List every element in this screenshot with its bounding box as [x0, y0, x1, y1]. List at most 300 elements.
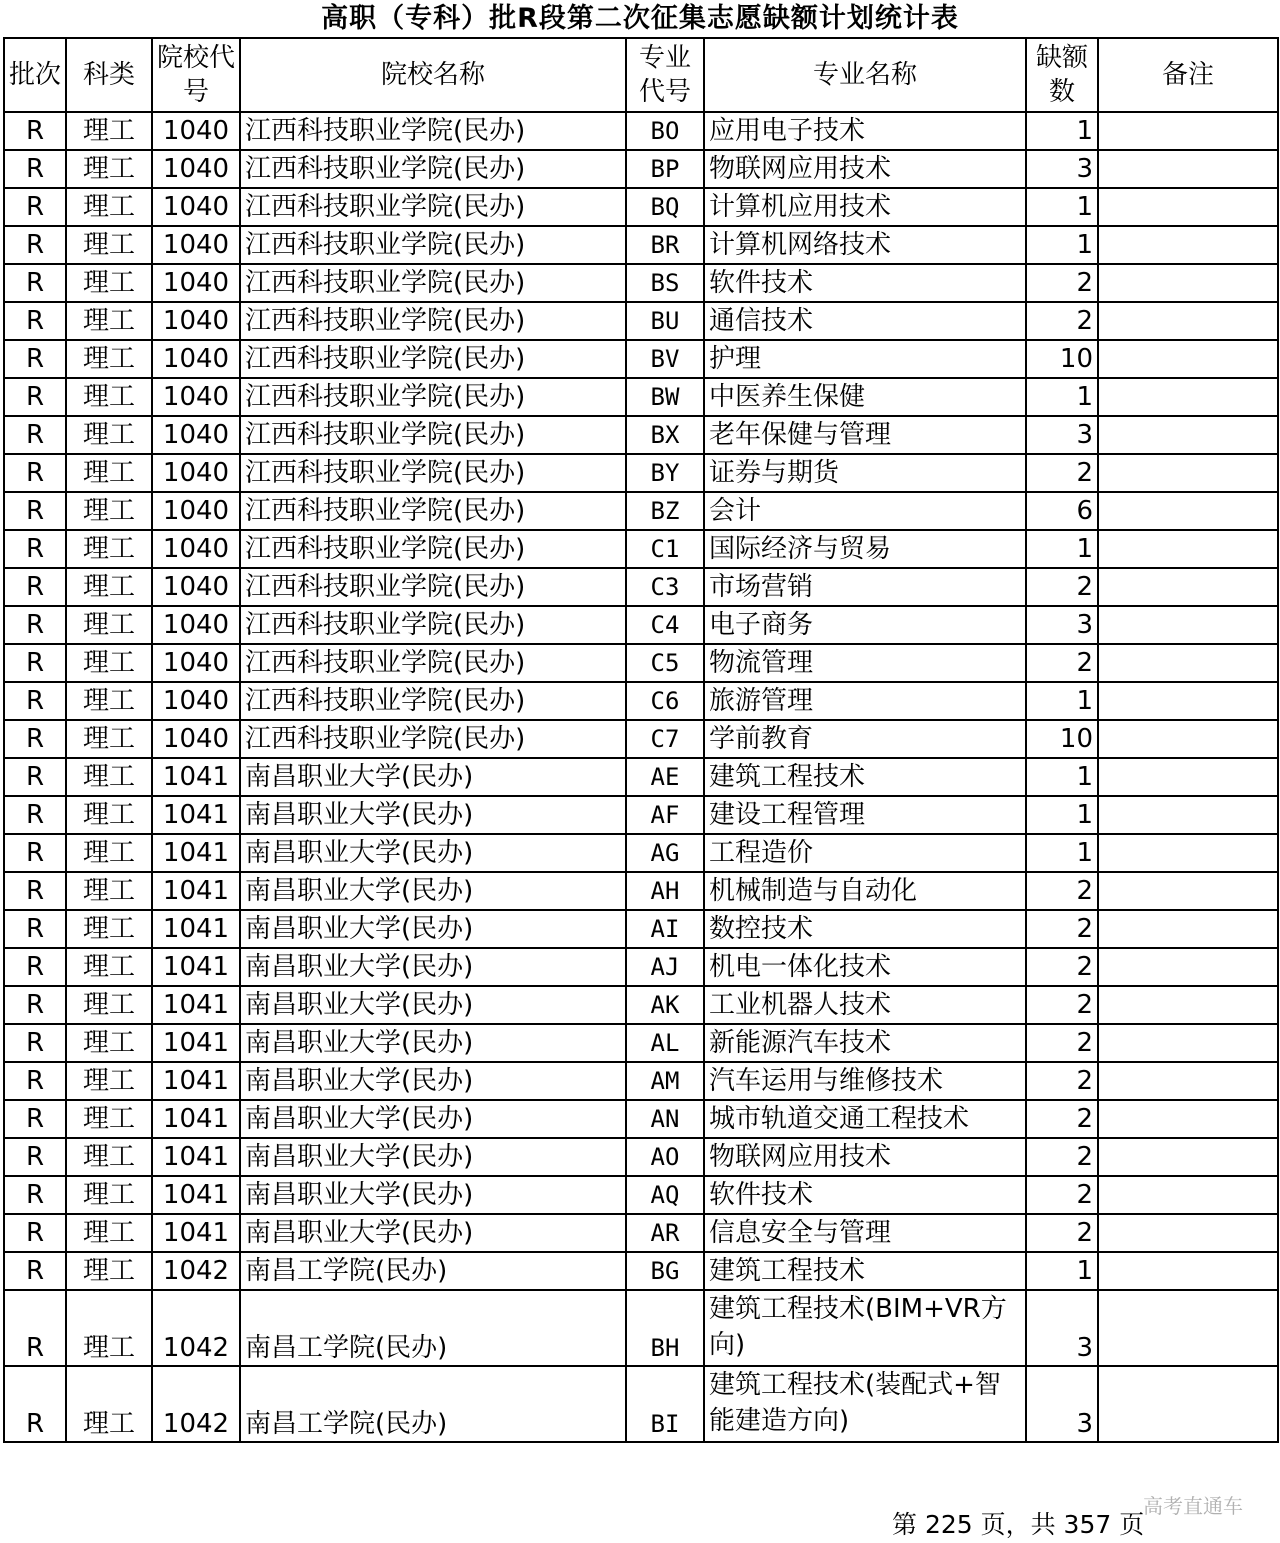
cell-major-name: 会计: [704, 492, 1026, 530]
cell-school-code: 1041: [152, 1024, 240, 1062]
cell-remark: [1098, 416, 1278, 454]
cell-school-code: 1042: [152, 1366, 240, 1442]
cell-category: 理工: [66, 226, 152, 264]
cell-batch: R: [4, 302, 66, 340]
cell-school-code: 1040: [152, 264, 240, 302]
table-row: [4, 226, 1278, 264]
cell-school-name: 江西科技职业学院(民办): [240, 492, 626, 530]
cell-school-name: 江西科技职业学院(民办): [240, 226, 626, 264]
cell-remark: [1098, 1176, 1278, 1214]
cell-school-code: 1041: [152, 834, 240, 872]
cell-vacancy: 3: [1026, 150, 1098, 188]
cell-school-code: 1041: [152, 758, 240, 796]
cell-category: 理工: [66, 340, 152, 378]
cell-school-code: 1041: [152, 1214, 240, 1252]
cell-vacancy: 2: [1026, 264, 1098, 302]
cell-vacancy: 1: [1026, 758, 1098, 796]
cell-remark: [1098, 606, 1278, 644]
cell-remark: [1098, 834, 1278, 872]
cell-school-code: 1040: [152, 150, 240, 188]
cell-vacancy: 10: [1026, 340, 1098, 378]
cell-remark: [1098, 986, 1278, 1024]
cell-major-name: 工程造价: [704, 834, 1026, 872]
cell-major-code: BW: [626, 378, 704, 416]
cell-remark: [1098, 796, 1278, 834]
cell-school-code: 1040: [152, 530, 240, 568]
cell-remark: [1098, 302, 1278, 340]
cell-major-name: 老年保健与管理: [704, 416, 1026, 454]
cell-school-name: 南昌职业大学(民办): [240, 1100, 626, 1138]
cell-school-code: 1040: [152, 492, 240, 530]
cell-category: 理工: [66, 682, 152, 720]
cell-major-code: AJ: [626, 948, 704, 986]
cell-remark: [1098, 454, 1278, 492]
cell-vacancy: 1: [1026, 682, 1098, 720]
cell-vacancy: 1: [1026, 378, 1098, 416]
cell-school-name: 南昌工学院(民办): [240, 1366, 626, 1442]
cell-batch: R: [4, 454, 66, 492]
table-row: [4, 150, 1278, 188]
cell-major-code: AI: [626, 910, 704, 948]
cell-major-name: 城市轨道交通工程技术: [704, 1100, 1026, 1138]
cell-vacancy: 2: [1026, 986, 1098, 1024]
table-row: [4, 454, 1278, 492]
cell-batch: R: [4, 1024, 66, 1062]
cell-remark: [1098, 758, 1278, 796]
cell-school-code: 1040: [152, 226, 240, 264]
cell-major-code: AM: [626, 1062, 704, 1100]
cell-major-name: 建筑工程技术(装配式+智能建造方向): [704, 1366, 1026, 1442]
cell-batch: R: [4, 1214, 66, 1252]
table-row: [4, 834, 1278, 872]
cell-school-code: 1041: [152, 796, 240, 834]
cell-batch: R: [4, 226, 66, 264]
table-row: [4, 606, 1278, 644]
cell-school-code: 1040: [152, 416, 240, 454]
cell-remark: [1098, 644, 1278, 682]
cell-major-name: 物联网应用技术: [704, 1138, 1026, 1176]
cell-vacancy: 2: [1026, 910, 1098, 948]
cell-category: 理工: [66, 1214, 152, 1252]
cell-vacancy: 1: [1026, 530, 1098, 568]
cell-vacancy: 1: [1026, 796, 1098, 834]
cell-batch: R: [4, 188, 66, 226]
cell-category: 理工: [66, 986, 152, 1024]
cell-vacancy: 1: [1026, 1252, 1098, 1290]
cell-batch: R: [4, 796, 66, 834]
cell-vacancy: 2: [1026, 1024, 1098, 1062]
cell-school-code: 1042: [152, 1252, 240, 1290]
cell-major-name: 建设工程管理: [704, 796, 1026, 834]
cell-category: 理工: [66, 1062, 152, 1100]
cell-category: 理工: [66, 112, 152, 150]
cell-major-name: 机电一体化技术: [704, 948, 1026, 986]
cell-remark: [1098, 1062, 1278, 1100]
cell-vacancy: 10: [1026, 720, 1098, 758]
cell-vacancy: 2: [1026, 302, 1098, 340]
cell-school-code: 1041: [152, 948, 240, 986]
cell-category: 理工: [66, 1252, 152, 1290]
cell-vacancy: 2: [1026, 454, 1098, 492]
cell-vacancy: 2: [1026, 872, 1098, 910]
cell-school-name: 南昌工学院(民办): [240, 1290, 626, 1366]
cell-category: 理工: [66, 796, 152, 834]
cell-category: 理工: [66, 948, 152, 986]
table-header-row: [4, 38, 1278, 112]
table-row: [4, 568, 1278, 606]
cell-category: 理工: [66, 568, 152, 606]
cell-vacancy: 2: [1026, 1062, 1098, 1100]
cell-school-name: 南昌职业大学(民办): [240, 834, 626, 872]
cell-remark: [1098, 1290, 1278, 1366]
cell-remark: [1098, 150, 1278, 188]
cell-school-name: 江西科技职业学院(民办): [240, 454, 626, 492]
cell-category: 理工: [66, 910, 152, 948]
cell-major-code: BY: [626, 454, 704, 492]
cell-major-code: C1: [626, 530, 704, 568]
cell-category: 理工: [66, 758, 152, 796]
cell-remark: [1098, 1252, 1278, 1290]
cell-batch: R: [4, 416, 66, 454]
cell-school-name: 江西科技职业学院(民办): [240, 188, 626, 226]
cell-school-code: 1041: [152, 1062, 240, 1100]
cell-major-code: BR: [626, 226, 704, 264]
cell-major-name: 应用电子技术: [704, 112, 1026, 150]
cell-vacancy: 2: [1026, 1100, 1098, 1138]
cell-major-name: 建筑工程技术: [704, 758, 1026, 796]
cell-major-code: C4: [626, 606, 704, 644]
cell-major-name: 中医养生保健: [704, 378, 1026, 416]
cell-category: 理工: [66, 1366, 152, 1442]
cell-remark: [1098, 226, 1278, 264]
table-row: [4, 1252, 1278, 1290]
cell-major-code: AE: [626, 758, 704, 796]
cell-vacancy: 1: [1026, 834, 1098, 872]
cell-major-name: 电子商务: [704, 606, 1026, 644]
cell-category: 理工: [66, 530, 152, 568]
cell-remark: [1098, 378, 1278, 416]
table-row: [4, 720, 1278, 758]
cell-major-code: BP: [626, 150, 704, 188]
cell-major-code: BS: [626, 264, 704, 302]
cell-category: 理工: [66, 606, 152, 644]
cell-batch: R: [4, 1138, 66, 1176]
cell-category: 理工: [66, 492, 152, 530]
table-row: [4, 264, 1278, 302]
header-school-name: 院校名称: [240, 38, 626, 112]
cell-category: 理工: [66, 416, 152, 454]
cell-school-name: 江西科技职业学院(民办): [240, 378, 626, 416]
cell-batch: R: [4, 1100, 66, 1138]
cell-category: 理工: [66, 1176, 152, 1214]
cell-vacancy: 2: [1026, 568, 1098, 606]
cell-vacancy: 2: [1026, 1176, 1098, 1214]
table-row: [4, 340, 1278, 378]
cell-category: 理工: [66, 720, 152, 758]
cell-batch: R: [4, 340, 66, 378]
cell-category: 理工: [66, 1100, 152, 1138]
cell-category: 理工: [66, 644, 152, 682]
cell-major-code: AG: [626, 834, 704, 872]
table-row: [4, 1214, 1278, 1252]
cell-school-code: 1040: [152, 682, 240, 720]
table-row: [4, 530, 1278, 568]
cell-batch: R: [4, 1290, 66, 1366]
cell-batch: R: [4, 872, 66, 910]
cell-major-name: 证券与期货: [704, 454, 1026, 492]
cell-batch: R: [4, 264, 66, 302]
cell-batch: R: [4, 150, 66, 188]
cell-school-name: 南昌职业大学(民办): [240, 1024, 626, 1062]
cell-remark: [1098, 720, 1278, 758]
header-major-name: 专业名称: [704, 38, 1026, 112]
cell-school-code: 1041: [152, 986, 240, 1024]
cell-category: 理工: [66, 454, 152, 492]
header-vacancy: 缺额数: [1026, 38, 1098, 112]
header-category: 科类: [66, 38, 152, 112]
cell-major-code: BH: [626, 1290, 704, 1366]
table-row: [4, 910, 1278, 948]
cell-school-name: 南昌职业大学(民办): [240, 948, 626, 986]
cell-major-code: AR: [626, 1214, 704, 1252]
cell-major-code: BI: [626, 1366, 704, 1442]
cell-school-code: 1040: [152, 644, 240, 682]
cell-major-name: 机械制造与自动化: [704, 872, 1026, 910]
cell-remark: [1098, 264, 1278, 302]
cell-school-name: 江西科技职业学院(民办): [240, 416, 626, 454]
cell-school-name: 江西科技职业学院(民办): [240, 720, 626, 758]
table-row: [4, 986, 1278, 1024]
table-row: [4, 1100, 1278, 1138]
cell-school-name: 江西科技职业学院(民办): [240, 264, 626, 302]
cell-major-name: 计算机网络技术: [704, 226, 1026, 264]
cell-remark: [1098, 340, 1278, 378]
cell-school-code: 1041: [152, 910, 240, 948]
cell-remark: [1098, 568, 1278, 606]
cell-school-name: 南昌职业大学(民办): [240, 1176, 626, 1214]
cell-school-name: 南昌职业大学(民办): [240, 910, 626, 948]
cell-school-name: 江西科技职业学院(民办): [240, 644, 626, 682]
cell-remark: [1098, 188, 1278, 226]
table-row: [4, 758, 1278, 796]
cell-major-code: AK: [626, 986, 704, 1024]
cell-school-code: 1040: [152, 112, 240, 150]
cell-category: 理工: [66, 872, 152, 910]
cell-school-name: 江西科技职业学院(民办): [240, 150, 626, 188]
cell-remark: [1098, 910, 1278, 948]
cell-school-code: 1040: [152, 302, 240, 340]
cell-remark: [1098, 112, 1278, 150]
cell-school-code: 1040: [152, 606, 240, 644]
cell-vacancy: 1: [1026, 226, 1098, 264]
cell-major-code: BV: [626, 340, 704, 378]
cell-vacancy: 3: [1026, 1366, 1098, 1442]
cell-school-name: 江西科技职业学院(民办): [240, 112, 626, 150]
cell-school-name: 江西科技职业学院(民办): [240, 302, 626, 340]
cell-vacancy: 3: [1026, 606, 1098, 644]
cell-major-name: 物流管理: [704, 644, 1026, 682]
cell-major-code: BO: [626, 112, 704, 150]
header-remark: 备注: [1098, 38, 1278, 112]
cell-major-name: 国际经济与贸易: [704, 530, 1026, 568]
cell-major-name: 学前教育: [704, 720, 1026, 758]
cell-category: 理工: [66, 1024, 152, 1062]
cell-category: 理工: [66, 1290, 152, 1366]
table-row: [4, 188, 1278, 226]
cell-remark: [1098, 1366, 1278, 1442]
header-batch: 批次: [4, 38, 66, 112]
cell-vacancy: 2: [1026, 948, 1098, 986]
cell-school-name: 江西科技职业学院(民办): [240, 606, 626, 644]
cell-major-code: BZ: [626, 492, 704, 530]
cell-major-code: AF: [626, 796, 704, 834]
page-title: 高职（专科）批R段第二次征集志愿缺额计划统计表: [321, 3, 959, 34]
table-row: [4, 1062, 1278, 1100]
cell-school-name: 南昌职业大学(民办): [240, 872, 626, 910]
cell-batch: R: [4, 112, 66, 150]
page-number: 第 225 页，共 357 页: [892, 1510, 1145, 1539]
header-school-code: 院校代号: [152, 38, 240, 112]
table-row: [4, 378, 1278, 416]
cell-major-name: 新能源汽车技术: [704, 1024, 1026, 1062]
cell-major-name: 软件技术: [704, 1176, 1026, 1214]
cell-school-name: 江西科技职业学院(民办): [240, 568, 626, 606]
cell-batch: R: [4, 1062, 66, 1100]
cell-vacancy: 2: [1026, 1214, 1098, 1252]
cell-major-code: AQ: [626, 1176, 704, 1214]
cell-major-name: 汽车运用与维修技术: [704, 1062, 1026, 1100]
cell-batch: R: [4, 834, 66, 872]
cell-batch: R: [4, 720, 66, 758]
cell-batch: R: [4, 1366, 66, 1442]
cell-school-code: 1041: [152, 1138, 240, 1176]
cell-school-code: 1040: [152, 568, 240, 606]
table-row: [4, 682, 1278, 720]
table-row: [4, 1290, 1278, 1366]
cell-batch: R: [4, 1176, 66, 1214]
cell-major-code: BG: [626, 1252, 704, 1290]
cell-vacancy: 1: [1026, 188, 1098, 226]
cell-major-name: 建筑工程技术: [704, 1252, 1026, 1290]
cell-major-name: 软件技术: [704, 264, 1026, 302]
cell-major-name: 旅游管理: [704, 682, 1026, 720]
cell-school-code: 1041: [152, 1176, 240, 1214]
header-major-code: 专业代号: [626, 38, 704, 112]
table-row: [4, 492, 1278, 530]
table-row: [4, 1138, 1278, 1176]
cell-major-code: BU: [626, 302, 704, 340]
cell-school-code: 1040: [152, 378, 240, 416]
cell-batch: R: [4, 682, 66, 720]
cell-remark: [1098, 492, 1278, 530]
cell-batch: R: [4, 948, 66, 986]
cell-major-name: 信息安全与管理: [704, 1214, 1026, 1252]
table-row: [4, 112, 1278, 150]
table-body: [4, 112, 1278, 1442]
cell-major-name: 护理: [704, 340, 1026, 378]
cell-batch: R: [4, 910, 66, 948]
cell-remark: [1098, 872, 1278, 910]
cell-major-name: 工业机器人技术: [704, 986, 1026, 1024]
table-row: [4, 948, 1278, 986]
cell-major-name: 数控技术: [704, 910, 1026, 948]
cell-category: 理工: [66, 834, 152, 872]
cell-major-code: C3: [626, 568, 704, 606]
cell-batch: R: [4, 986, 66, 1024]
cell-category: 理工: [66, 188, 152, 226]
cell-vacancy: 2: [1026, 644, 1098, 682]
cell-major-code: BQ: [626, 188, 704, 226]
cell-remark: [1098, 948, 1278, 986]
cell-school-code: 1041: [152, 872, 240, 910]
cell-major-code: C5: [626, 644, 704, 682]
cell-batch: R: [4, 378, 66, 416]
cell-category: 理工: [66, 302, 152, 340]
cell-school-code: 1040: [152, 340, 240, 378]
table-row: [4, 1366, 1278, 1442]
table-row: [4, 796, 1278, 834]
cell-category: 理工: [66, 1138, 152, 1176]
cell-major-name: 计算机应用技术: [704, 188, 1026, 226]
cell-category: 理工: [66, 150, 152, 188]
cell-major-name: 物联网应用技术: [704, 150, 1026, 188]
table-row: [4, 644, 1278, 682]
cell-batch: R: [4, 606, 66, 644]
table-row: [4, 1176, 1278, 1214]
cell-school-name: 江西科技职业学院(民办): [240, 340, 626, 378]
cell-vacancy: 2: [1026, 1138, 1098, 1176]
cell-school-name: 南昌职业大学(民办): [240, 796, 626, 834]
cell-major-code: BX: [626, 416, 704, 454]
cell-school-name: 南昌职业大学(民办): [240, 1214, 626, 1252]
table-row: [4, 416, 1278, 454]
watermark: 高考直通车: [1143, 1494, 1243, 1518]
cell-major-code: AN: [626, 1100, 704, 1138]
cell-school-name: 江西科技职业学院(民办): [240, 530, 626, 568]
cell-school-code: 1040: [152, 454, 240, 492]
cell-major-name: 建筑工程技术(BIM+VR方向): [704, 1290, 1026, 1366]
cell-batch: R: [4, 758, 66, 796]
cell-category: 理工: [66, 378, 152, 416]
cell-batch: R: [4, 568, 66, 606]
cell-major-name: 通信技术: [704, 302, 1026, 340]
cell-major-name: 市场营销: [704, 568, 1026, 606]
cell-school-name: 南昌职业大学(民办): [240, 1062, 626, 1100]
table-row: [4, 872, 1278, 910]
cell-batch: R: [4, 492, 66, 530]
cell-school-name: 南昌工学院(民办): [240, 1252, 626, 1290]
cell-remark: [1098, 1138, 1278, 1176]
cell-school-code: 1042: [152, 1290, 240, 1366]
cell-school-code: 1041: [152, 1100, 240, 1138]
cell-category: 理工: [66, 264, 152, 302]
cell-remark: [1098, 682, 1278, 720]
vacancy-table: [3, 37, 1279, 1443]
cell-remark: [1098, 1024, 1278, 1062]
cell-vacancy: 6: [1026, 492, 1098, 530]
cell-major-code: C6: [626, 682, 704, 720]
cell-vacancy: 3: [1026, 1290, 1098, 1366]
cell-school-code: 1040: [152, 720, 240, 758]
cell-school-name: 南昌职业大学(民办): [240, 1138, 626, 1176]
cell-vacancy: 1: [1026, 112, 1098, 150]
cell-major-code: AH: [626, 872, 704, 910]
cell-school-code: 1040: [152, 188, 240, 226]
cell-school-name: 南昌职业大学(民办): [240, 986, 626, 1024]
cell-remark: [1098, 530, 1278, 568]
cell-batch: R: [4, 644, 66, 682]
cell-vacancy: 3: [1026, 416, 1098, 454]
